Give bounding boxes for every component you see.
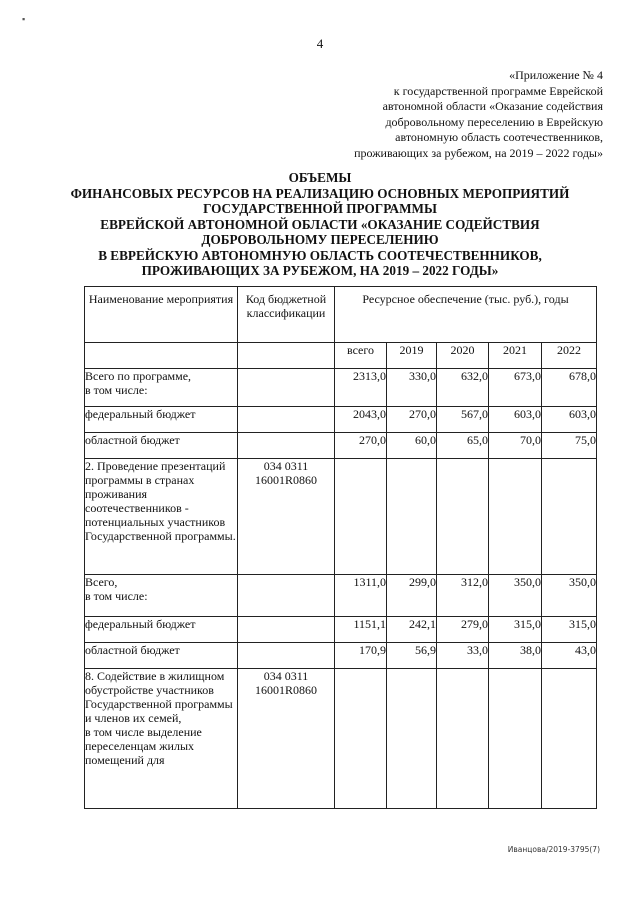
- row-value-total: 1151,1: [335, 617, 387, 643]
- table-row: [85, 669, 597, 809]
- table-row: [85, 459, 597, 575]
- header-year: 2019: [387, 343, 437, 369]
- row-code: [238, 575, 335, 617]
- annex-line: добровольному переселению в Еврейскую: [385, 114, 603, 129]
- row-value-year: 43,0: [542, 643, 597, 669]
- row-value-year: [387, 459, 437, 575]
- annex-line: автономную область соотечественников,: [395, 130, 603, 144]
- empty-cell: [85, 343, 238, 369]
- title-line: ОБЪЕМЫ: [288, 170, 352, 185]
- row-code: [238, 407, 335, 433]
- title-line: ЕВРЕЙСКОЙ АВТОНОМНОЙ ОБЛАСТИ «ОКАЗАНИЕ СОДЕЙСТВИЯ: [100, 216, 540, 232]
- scan-dot: ▪: [22, 14, 26, 24]
- table-row: [85, 575, 597, 617]
- table-row: [85, 617, 597, 643]
- header-year-total: всего: [335, 343, 387, 369]
- row-code: [238, 433, 335, 459]
- row-value-total: 270,0: [335, 433, 387, 459]
- row-value-year: [489, 459, 542, 575]
- financing-table: [84, 286, 597, 809]
- header-resources: Ресурсное обеспечение (тыс. руб.), годы: [335, 287, 597, 343]
- row-value-year: [387, 669, 437, 809]
- row-value-year: 330,0: [387, 369, 437, 407]
- row-value-total: 1311,0: [335, 575, 387, 617]
- row-value-year: 65,0: [437, 433, 489, 459]
- row-value-year: 242,1: [387, 617, 437, 643]
- table-years-row: [85, 343, 597, 369]
- row-value-year: 56,9: [387, 643, 437, 669]
- row-code: [238, 617, 335, 643]
- table-row: [85, 369, 597, 407]
- row-code: [238, 643, 335, 669]
- annex-line: проживающих за рубежом, на 2019 – 2022 годы»: [354, 145, 603, 160]
- row-value-year: 315,0: [489, 617, 542, 643]
- row-name: областной бюджет: [85, 433, 238, 459]
- title-line: ПРОЖИВАЮЩИХ ЗА РУБЕЖОМ, НА 2019 – 2022 ГОДЫ»: [141, 263, 499, 278]
- title-line: ДОБРОВОЛЬНОМУ ПЕРЕСЕЛЕНИЮ: [201, 232, 439, 247]
- row-value-year: 315,0: [542, 617, 597, 643]
- annex-line: к государственной программе Еврейской: [393, 83, 603, 98]
- row-value-year: 312,0: [437, 575, 489, 617]
- row-value-year: 70,0: [489, 433, 542, 459]
- row-value-total: 170,9: [335, 643, 387, 669]
- header-name: Наименование мероприятия: [85, 287, 238, 343]
- row-value-year: 75,0: [542, 433, 597, 459]
- row-value-year: 603,0: [489, 407, 542, 433]
- header-year: 2022: [542, 343, 597, 369]
- page-number: 4: [316, 36, 324, 51]
- document-title: [40, 170, 600, 279]
- row-name: 2. Проведение презентаций программы в странах проживания соотечественников - потенциальных участников Государственной программы.: [85, 459, 238, 575]
- row-value-year: 279,0: [437, 617, 489, 643]
- row-value-year: 603,0: [542, 407, 597, 433]
- document-footer-id: Иванцова/2019-3795(7): [507, 845, 600, 854]
- table-row: [85, 643, 597, 669]
- annex-block: [303, 68, 603, 161]
- row-value-year: 33,0: [437, 643, 489, 669]
- row-name: Всего по программе, в том числе:: [85, 369, 238, 407]
- title-line: ФИНАНСОВЫХ РЕСУРСОВ НА РЕАЛИЗАЦИЮ ОСНОВНЫХ МЕРОПРИЯТИЙ: [70, 185, 570, 201]
- row-value-year: 350,0: [542, 575, 597, 617]
- row-value-year: [437, 669, 489, 809]
- annex-line: автономной области «Оказание содействия: [382, 99, 603, 113]
- annex-line: «Приложение № 4: [509, 68, 603, 82]
- header-code: Код бюджетной классификации: [238, 287, 335, 343]
- row-name: 8. Содействие в жилищном обустройстве участников Государственной программы и членов их семей, в том числе выделение переселенцам жилых помещений для: [85, 669, 238, 809]
- row-value-year: 270,0: [387, 407, 437, 433]
- row-value-year: 299,0: [387, 575, 437, 617]
- row-value-year: 632,0: [437, 369, 489, 407]
- row-name: Всего, в том числе:: [85, 575, 238, 617]
- row-name: федеральный бюджет: [85, 407, 238, 433]
- table-header-row: [85, 287, 597, 343]
- row-value-year: [489, 669, 542, 809]
- row-value-year: [437, 459, 489, 575]
- header-year: 2020: [437, 343, 489, 369]
- row-value-total: [335, 669, 387, 809]
- title-line: ГОСУДАРСТВЕННОЙ ПРОГРАММЫ: [203, 201, 437, 216]
- row-value-year: 350,0: [489, 575, 542, 617]
- row-value-total: 2313,0: [335, 369, 387, 407]
- table-row: [85, 433, 597, 459]
- empty-cell: [238, 343, 335, 369]
- row-value-total: 2043,0: [335, 407, 387, 433]
- title-line: В ЕВРЕЙСКУЮ АВТОНОМНУЮ ОБЛАСТЬ СООТЕЧЕСТВЕННИКОВ,: [98, 247, 542, 263]
- row-value-year: 38,0: [489, 643, 542, 669]
- header-year: 2021: [489, 343, 542, 369]
- row-value-year: [542, 669, 597, 809]
- row-code: 034 0311 16001R0860: [238, 669, 335, 809]
- row-value-total: [335, 459, 387, 575]
- row-value-year: 673,0: [489, 369, 542, 407]
- row-value-year: [542, 459, 597, 575]
- row-code: 034 0311 16001R0860: [238, 459, 335, 575]
- row-value-year: 60,0: [387, 433, 437, 459]
- row-name: областной бюджет: [85, 643, 238, 669]
- row-code: [238, 369, 335, 407]
- row-name: федеральный бюджет: [85, 617, 238, 643]
- row-value-year: 567,0: [437, 407, 489, 433]
- row-value-year: 678,0: [542, 369, 597, 407]
- table-row: [85, 407, 597, 433]
